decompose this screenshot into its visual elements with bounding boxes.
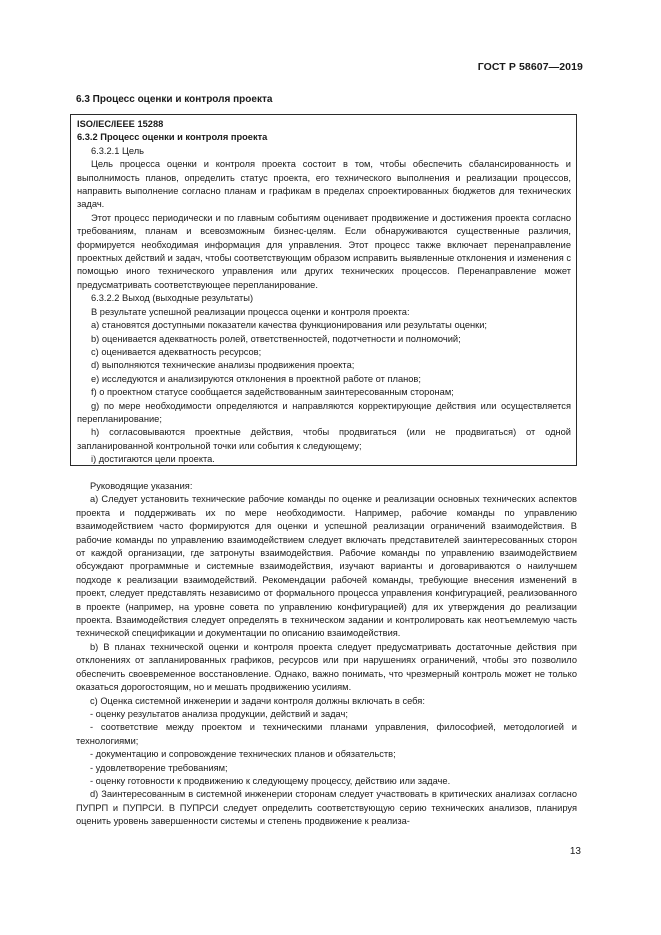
iso-source: ISO/IEC/IEEE 15288: [77, 119, 164, 129]
outcome-item: h) согласовываются проектные действия, чтобы продвигаться (или не продвигаться) от одной запланированной контрольной точки или события к следующему;: [77, 427, 571, 451]
guidance-c-subitem: - удовлетворение требованиям;: [90, 762, 228, 773]
guidance-item-a: а) Следует установить технические рабочие команды по оценке и реализации основных технических аспектов проекта и поддерживать их по мере необходимости. Например, рабочие команды по управлению взаимодействием часто формируются для оценки и успешной реализации ограничений взаимодействия. В рабочие команды по управлению взаимодействием следует включать представителей заинтересованных сторон от каждой организации, где затронуты взаимодействия. Рабочие команды по управлению взаимодействием обсуждают программные и системные взаимодействия, изучают варианты и договариваются о наилучшем подходе к реализации взаимодействий. Рекомендации рабочей команды, требующие внесения изменений в проект, следует представлять независимо от формального процесса управления конфигурацией, реализованного в проекте (например, на уровне совета по управлению конфигурацией) для их утверждения до реализации проекта. Взаимодействия следует определять в техническом задании и контролировать как неотъемлемую часть технической спецификации и документации по описанию взаимодействия.: [76, 494, 577, 639]
iso-quote-box: [70, 114, 577, 466]
subsection-title: 6.3.2 Процесс оценки и контроля проекта: [77, 132, 268, 143]
outcomes-heading: 6.3.2.2 Выход (выходные результаты): [91, 293, 254, 304]
guidance-c-subitem: - документацию и сопровождение технических планов и обязательств;: [90, 749, 396, 760]
guidance-section: [76, 480, 577, 829]
guidance-c-subitem: - соответствие между проектом и техническими планами управления, философией, методологией и технологиями;: [76, 722, 577, 746]
guidance-c-subitem: - оценку результатов анализа продукции, действий и задач;: [90, 708, 348, 719]
guidance-heading: Руководящие указания:: [90, 481, 193, 491]
page-number: 13: [569, 846, 581, 857]
outcome-item: b) оценивается адекватность ролей, ответственностей, подотчетности и полномочий;: [91, 333, 461, 344]
guidance-item-c: c) Оценка системной инженерии и задачи контроля должны включать в себя:: [90, 695, 425, 706]
purpose-paragraph-2: Этот процесс периодически и по главным событиям оценивает продвижение и достижения проекта согласно требованиям, планам и всевозможным бизнес-целям. Если обнаруживаются существенные различия, формируется необходимая информация для управления. Этот процесс также включает перенаправление проектных действий и задач, чтобы соответствующим образом исправить выявленные отклонения и изменения с помощью иного технического управления или других технических процессов. Перенаправление может предусматривать соответствующее перепланирование.: [77, 212, 571, 290]
outcome-item: c) оценивается адекватность ресурсов;: [91, 346, 262, 357]
outcomes-intro: В результате успешной реализации процесса оценки и контроля проекта:: [91, 306, 410, 317]
outcome-item: d) выполняются технические анализы продвижения проекта;: [91, 360, 355, 371]
outcome-item: g) по мере необходимости определяются и направляются корректирующие действия или осуществляется перепланирование;: [77, 400, 571, 424]
outcome-item: f) о проектном статусе сообщается задействованным заинтересованным сторонам;: [91, 387, 454, 398]
outcome-item: e) исследуются и анализируются отклонения в проектной работе от планов;: [91, 373, 421, 384]
standard-header: ГОСТ Р 58607—2019: [477, 61, 583, 73]
guidance-item-b: b) В планах технической оценки и контроля проекта следует предусматривать достаточные действия при отклонениях от запланированных графиков, ресурсов или при нарушениях ограничений, чтобы это позволило обеспечить своевременное восстановление. Однако, важно понимать, что чрезмерный контроль может не только оказаться дорогостоящим, но и мешать продвижению усилиям.: [76, 641, 577, 693]
purpose-paragraph-1: Цель процесса оценки и контроля проекта состоит в том, чтобы обеспечить сбалансированность и выполнимость планов, определить статус проекта, его технического выполнения и реализации процессов, направить выполнение согласно планам и графикам в пределах спроектированных бюджетов для технических задач.: [77, 159, 571, 210]
guidance-c-subitem: - оценку готовности к продвижению к следующему процессу, действию или задаче.: [90, 775, 451, 786]
guidance-item-d: d) Заинтересованным в системной инженерии сторонам следует участвовать в критических анализах согласно ПУПРП и ПУПРСИ. В ПУПРСИ следует определить соответствующую серию технических анализов, планируя оценить уровень завершенности системы и степень продвижение к реализа-: [76, 789, 577, 827]
outcome-item: i) достигаются цели проекта.: [91, 454, 215, 465]
section-title: 6.3 Процесс оценки и контроля проекта: [76, 94, 273, 105]
outcome-item: a) становятся доступными показатели качества функционирования или результаты оценки;: [91, 320, 487, 331]
purpose-heading: 6.3.2.1 Цель: [91, 145, 145, 156]
